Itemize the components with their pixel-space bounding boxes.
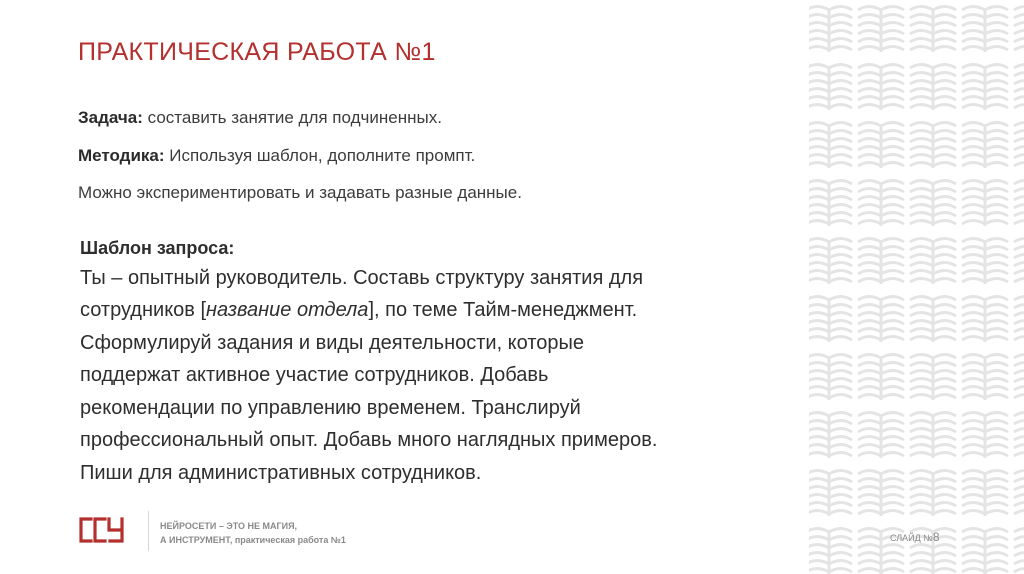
footer-line: А ИНСТРУМЕНТ, практическая работа №1	[160, 535, 346, 545]
ssu-logo	[78, 516, 130, 544]
method-label: Методика:	[78, 146, 165, 165]
prompt-template	[80, 232, 800, 489]
template-line	[80, 294, 800, 327]
template-text: ], по теме Тайм-менеджмент.	[368, 299, 638, 321]
method-text: Используя шаблон, дополните промпт.	[164, 146, 476, 165]
template-line: профессиональный опыт. Добавь много наглядных примеров.	[80, 429, 658, 451]
template-line: Пиши для административных сотрудников.	[80, 461, 482, 484]
slide-number-value: 8	[932, 530, 940, 544]
method-line	[78, 146, 475, 166]
slide-title: ПРАКТИЧЕСКАЯ РАБОТА №1	[78, 38, 436, 66]
template-heading: Шаблон запроса:	[80, 238, 235, 258]
department-placeholder: название отдела	[206, 299, 369, 321]
slide-number-label: СЛАЙД №	[890, 533, 933, 543]
footer-divider	[148, 511, 149, 551]
template-line: рекомендации по управлению временем. Транслируй	[80, 396, 581, 419]
template-line: Ты – опытный руководитель. Составь структуру занятия для	[80, 266, 644, 289]
template-text: сотрудников [	[80, 299, 207, 321]
note-line: Можно экспериментировать и задавать разные данные.	[78, 183, 522, 202]
task-line	[78, 108, 442, 128]
footer-caption	[160, 519, 346, 547]
task-text: составить занятие для подчиненных.	[142, 108, 442, 127]
footer-line: НЕЙРОСЕТИ – ЭТО НЕ МАГИЯ,	[160, 521, 298, 531]
task-label: Задача:	[78, 108, 143, 127]
slide-number	[890, 530, 940, 544]
template-line: Сформулируй задания и виды деятельности, которые	[80, 331, 585, 354]
open-book-pattern	[803, 0, 1024, 574]
template-line: поддержат активное участие сотрудников. Добавь	[80, 364, 549, 386]
